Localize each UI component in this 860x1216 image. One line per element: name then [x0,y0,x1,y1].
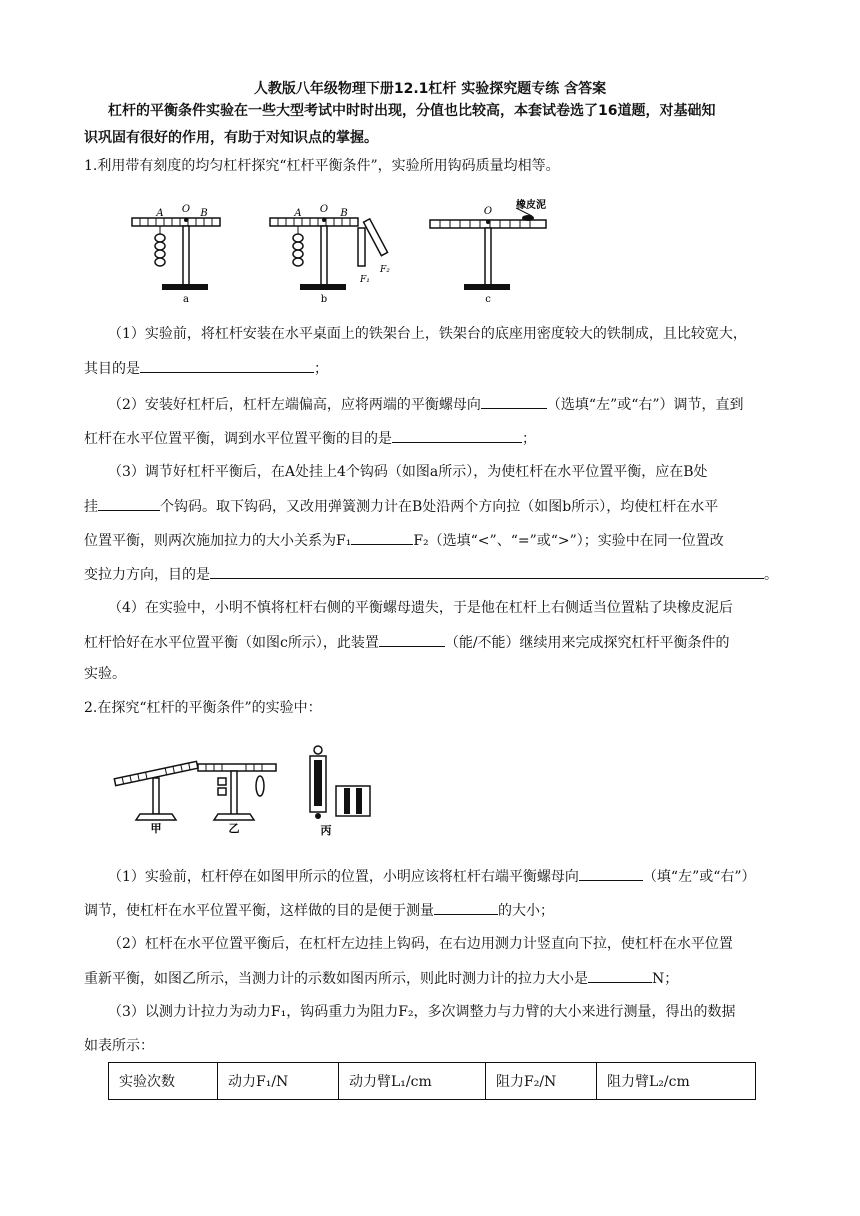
q2-figure-yi [192,748,284,834]
q1-figure-b [264,196,394,306]
q2-part2-line1: （2）杠杆在水平位置平衡后，在杠杆左边挂上钩码，在右边用测力计竖直向下拉，使杠杆在水平位置 [108,936,733,952]
answer-blank [588,968,652,983]
intro-line-1: 杠杆的平衡条件实验在一些大型考试中时时出现，分值也比较高，本套试卷选了16道题，对基础知 [108,103,716,119]
answer-blank [98,496,160,511]
q2-part1-line2: 调节，使杠杆在水平位置平衡，这样做的目的是便于测量 的大小； [84,900,554,921]
q2-data-table [108,1062,756,1100]
q1-part4-line2: 杠杆恰好在水平位置平衡（如图c所示），此装置 （能/不能）继续用来完成探究杠杆平衡条件的 [84,632,730,653]
fig-a-label-B: B [200,208,208,219]
q1-part4-line1: （4）在实验中，小明不慎将杠杆右侧的平衡螺母遗失，于是他在杠杆上右侧适当位置粘了块橡皮泥后 [108,600,733,616]
fig-c-label-rubber: 橡皮泥 [516,200,546,211]
fig-a-label-A: A [156,208,164,219]
table-header-cell: 阻力F₂/N [486,1063,597,1100]
fig-a-caption: a [183,294,189,305]
fig-c-caption: c [485,294,491,305]
q1-part4-line3: 实验。 [84,666,126,682]
q1-part2-line2: 杠杆在水平位置平衡，调到水平位置平衡的目的是 ； [84,428,536,449]
fig-b-label-B: B [340,208,348,219]
fig-b-label-F1: F₁ [360,275,370,285]
answer-blank [434,900,498,915]
answer-blank [579,866,643,881]
intro-line-2: 识巩固有很好的作用，有助于对知识点的掌握。 [84,130,378,146]
q1-figure-a [126,196,226,306]
q2-part2-line2: 重新平衡，如图乙所示，当测力计的示数如图丙所示，则此时测力计的拉力大小是 N； [84,968,678,989]
table-header-cell: 动力F₁/N [218,1063,339,1100]
q1-part1-line2: 其目的是 ； [84,358,328,379]
answer-blank [210,564,764,579]
q2-stem: 2.在探究“杠杆的平衡条件”的实验中： [84,700,322,716]
table-header-cell: 实验次数 [109,1063,218,1100]
table-header-row [109,1063,756,1100]
q1-part2-line1: （2）安装好杠杆后，杠杆左端偏高，应将两端的平衡螺母向 （选填“左”或“右”）调节，直到 [108,394,744,415]
q1-part3-line4: 变拉力方向，目的是 。 [84,564,778,585]
answer-blank [379,632,445,647]
fig-a-label-O: O [181,204,191,215]
q2-figure-bing [296,742,376,836]
fig-yi-caption: 乙 [228,822,240,834]
q1-part3-line1: （3）调节好杠杆平衡后，在A处挂上4个钩码（如图a所示），为使杠杆在水平位置平衡，应在B处 [108,464,708,480]
answer-blank [140,358,314,373]
q1-figure-c [424,196,554,306]
q2-part3-line2: 如表所示： [84,1038,154,1054]
q1-part1-line1: （1）实验前，将杠杆安装在水平桌面上的铁架台上，铁架台的底座用密度较大的铁制成，且比较宽大， [108,326,747,342]
table-header-cell: 阻力臂L₂/cm [597,1063,756,1100]
fig-jia-caption: 甲 [150,822,162,834]
q2-part3-line1: （3）以测力计拉力为动力F₁，钩码重力为阻力F₂，多次调整力与力臂的大小来进行测量，得出的数据 [108,1004,736,1020]
fig-b-label-A: A [294,208,302,219]
page-title: 人教版八年级物理下册12.1杠杆 实验探究题专练 含答案 [253,81,607,97]
answer-blank [392,428,522,443]
fig-b-label-O: O [319,204,329,215]
q1-stem: 1.利用带有刻度的均匀杠杆探究“杠杆平衡条件”，实验所用钩码质量均相等。 [84,158,560,174]
fig-b-caption: b [320,294,328,305]
q1-part3-line2: 挂 个钩码。取下钩码，又改用弹簧测力计在B处沿两个方向拉（如图b所示），均使杠杆在水平 [84,496,718,517]
answer-blank [481,394,547,409]
fig-b-label-F2: F₂ [380,265,390,275]
fig-bing-caption: 丙 [320,824,332,836]
q1-part3-line3: 位置平衡，则两次施加拉力的大小关系为F₁ F₂（选填“<”、“=”或“>”）；实验中在同一位置改 [84,530,724,551]
fig-c-label-O: O [483,206,493,217]
q2-figure-jia [110,748,200,834]
answer-blank [351,530,413,545]
table-header-cell: 动力臂L₁/cm [339,1063,486,1100]
q2-part1-line1: （1）实验前，杠杆停在如图甲所示的位置，小明应该将杠杆右端平衡螺母向 （填“左”或“右”） [108,866,756,887]
